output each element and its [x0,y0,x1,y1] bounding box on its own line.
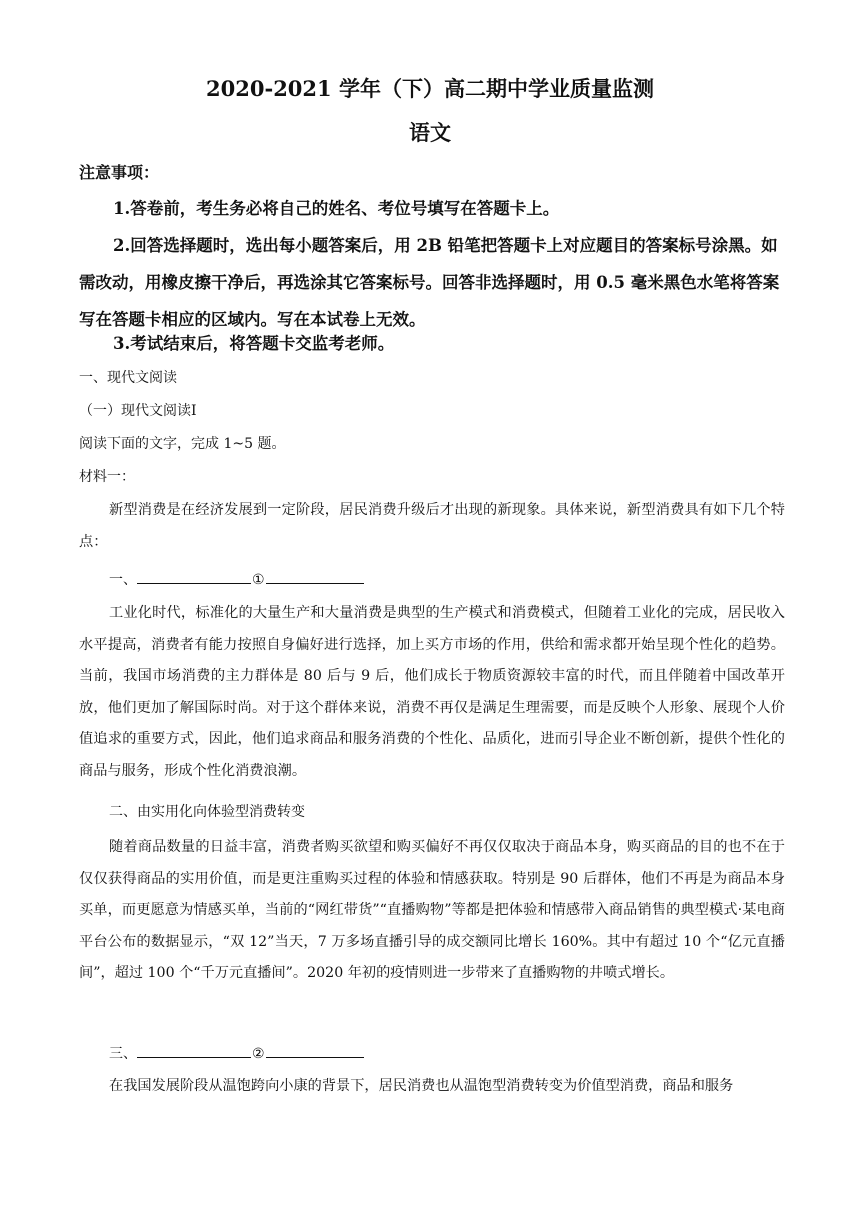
paragraph-1: 工业化时代，标准化的大量生产和大量消费是典型的生产模式和消费模式，但随着工业化的完成，居民收入水平提高，消费者有能力按照自身偏好进行选择，加上买方市场的作用，供给和需求都开始呈现个性化的趋势。当前，我国市场消费的主力群体是 80 后与 9 后，他们成长于物质资源较丰富的时代，而且伴随着中国改革开放，他们更加了解国际时尚。对于这个群体来说，消费不再仅是满足生理需要，而是反映个人形象、展现个人价值追求的重要方式，因此，他们追求商品和服务消费的个性化、品质化，进而引导企业不断创新，提供个性化的商品与服务，形成个性化消费浪潮。 [79,605,785,779]
fill-blank-2-left [137,1043,251,1058]
exam-subject: 语文 [409,120,451,145]
feature-heading-3-prefix: 三、 [109,1046,137,1062]
notice-item-1: 1.答卷前，考生务必将自己的姓名、考位号填写在答题卡上。 [113,199,560,218]
notice-heading: 注意事项： [79,163,160,182]
notice-item-2: 2.回答选择题时，选出每小题答案后，用 2B 铅笔把答题卡上对应题目的答案标号涂黑。如需改动，用橡皮擦干净后，再选涂其它答案标号。回答非选择题时，用 0.5 毫米黑色水笔将答案写在答题卡相应的区域内。写在本试卷上无效。 [79,236,780,329]
blank-marker-2: ② [252,1046,265,1062]
paragraph-3: 在我国发展阶段从温饱跨向小康的背景下，居民消费也从温饱型消费转变为价值型消费，商品和服务 [109,1078,734,1094]
reading-instruction: 阅读下面的文字，完成 1~5 题。 [79,436,286,452]
section-sub-heading: （一）现代文阅读Ⅰ [79,403,197,419]
paragraph-2: 随着商品数量的日益丰富，消费者购买欲望和购买偏好不再仅仅取决于商品本身，购买商品的目的也不在于仅仅获得商品的实用价值，而是更注重购买过程的体验和情感获取。特别是 90 后群体，他们不再是为商品本身买单，而更愿意为情感买单，当前的“网红带货”“直播购物”等都是把体验和情感带入商品销售的典型模式·某电商平台公布的数据显示，“双 12”当天，7 万多场直播引导的成交额同比增长 160%。其中有超过 10 个“亿元直播间”，超过 100 个“千万元直播间”。2020 年初的疫情则进一步带来了直播购物的井喷式增长。 [79,839,785,981]
feature-heading-1-prefix: 一、 [109,572,137,588]
material-label: 材料一： [79,469,135,485]
feature-heading-2: 二、由实用化向体验型消费转变 [109,804,305,820]
fill-blank-1-right [266,569,364,584]
feature-heading-3 [109,1043,364,1064]
feature-heading-1 [109,569,364,590]
fill-blank-1-left [137,569,251,584]
fill-blank-2-right [266,1043,364,1058]
exam-title: 2020-2021 学年（下）高二期中学业质量监测 [206,76,654,101]
blank-marker-1: ① [252,572,265,588]
intro-paragraph: 新型消费是在经济发展到一定阶段，居民消费升级后才出现的新现象。具体来说，新型消费具有如下几个特点： [79,502,785,550]
notice-item-3: 3.考试结束后，将答题卡交监考老师。 [113,334,395,353]
section-part-heading: 一、现代文阅读 [79,370,177,386]
